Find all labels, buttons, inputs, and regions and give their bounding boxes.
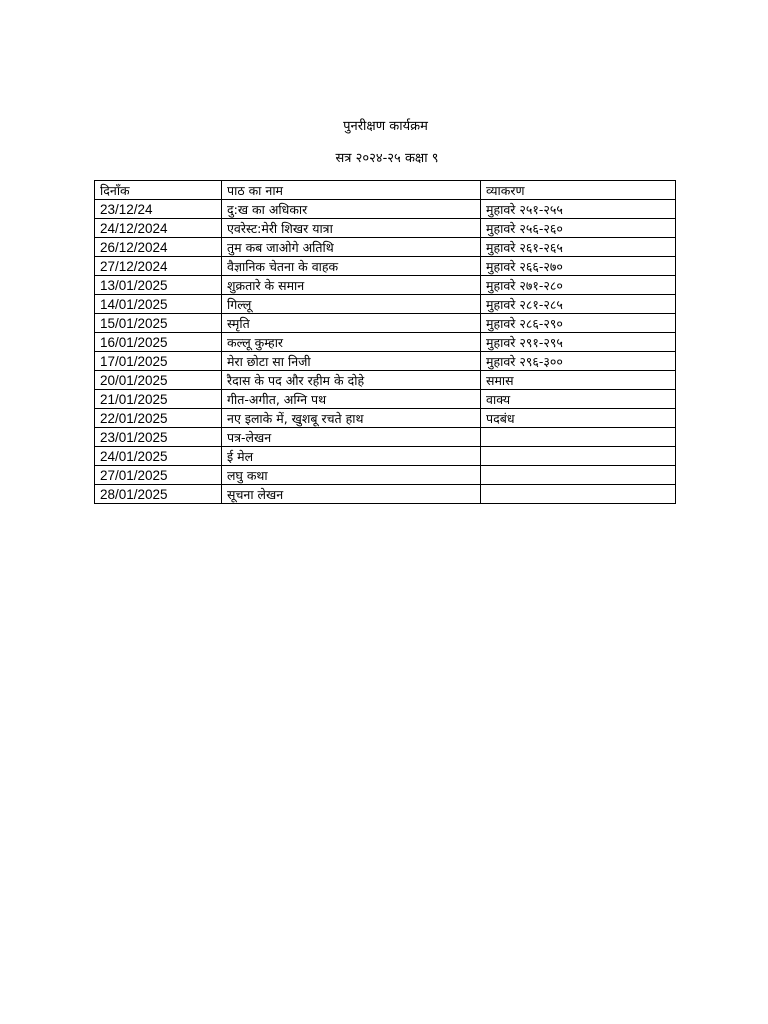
cell-lesson: तुम कब जाओगे अतिथि xyxy=(222,238,481,257)
table-row xyxy=(95,485,676,504)
cell-date: 16/01/2025 xyxy=(95,333,222,352)
table-row xyxy=(95,200,676,219)
cell-grammar: वाक्य xyxy=(481,390,676,409)
cell-date: 13/01/2025 xyxy=(95,276,222,295)
table-row xyxy=(95,409,676,428)
table-row xyxy=(95,295,676,314)
table-row xyxy=(95,447,676,466)
cell-grammar: मुहावरे २८६-२९० xyxy=(481,314,676,333)
cell-lesson: एवरेस्ट:मेरी शिखर यात्रा xyxy=(222,219,481,238)
cell-date: 20/01/2025 xyxy=(95,371,222,390)
cell-date: 27/12/2024 xyxy=(95,257,222,276)
cell-date: 28/01/2025 xyxy=(95,485,222,504)
schedule-table-body xyxy=(95,181,676,504)
table-row xyxy=(95,333,676,352)
table-row xyxy=(95,352,676,371)
cell-lesson: दु:ख का अधिकार xyxy=(222,200,481,219)
cell-grammar xyxy=(481,466,676,485)
cell-date: 26/12/2024 xyxy=(95,238,222,257)
table-row xyxy=(95,314,676,333)
header-date: दिनाँक xyxy=(95,181,222,200)
cell-grammar xyxy=(481,485,676,504)
cell-lesson: स्मृति xyxy=(222,314,481,333)
cell-lesson: कल्लू कुम्हार xyxy=(222,333,481,352)
cell-date: 15/01/2025 xyxy=(95,314,222,333)
header-grammar: व्याकरण xyxy=(481,181,676,200)
document-subtitle xyxy=(0,151,768,167)
cell-lesson: सूचना लेखन xyxy=(222,485,481,504)
table-row xyxy=(95,238,676,257)
cell-grammar: मुहावरे २८१-२८५ xyxy=(481,295,676,314)
table-row xyxy=(95,257,676,276)
cell-grammar xyxy=(481,447,676,466)
cell-grammar: मुहावरे २९६-३०० xyxy=(481,352,676,371)
cell-grammar: मुहावरे २६१-२६५ xyxy=(481,238,676,257)
cell-date: 17/01/2025 xyxy=(95,352,222,371)
table-row xyxy=(95,276,676,295)
document-subtitle-text: सत्र २०२४-२५ कक्षा ९ xyxy=(335,151,439,166)
cell-grammar: समास xyxy=(481,371,676,390)
cell-date: 23/12/24 xyxy=(95,200,222,219)
table-header-row xyxy=(95,181,676,200)
table-row xyxy=(95,371,676,390)
cell-grammar: मुहावरे २६६-२७० xyxy=(481,257,676,276)
cell-grammar: मुहावरे २५१-२५५ xyxy=(481,200,676,219)
cell-date: 27/01/2025 xyxy=(95,466,222,485)
cell-date: 24/01/2025 xyxy=(95,447,222,466)
cell-grammar: मुहावरे २९१-२९५ xyxy=(481,333,676,352)
cell-lesson: नए इलाके में, खुशबू रचते हाथ xyxy=(222,409,481,428)
cell-date: 24/12/2024 xyxy=(95,219,222,238)
cell-grammar xyxy=(481,428,676,447)
document-title xyxy=(0,119,768,135)
cell-lesson: गीत-अगीत, अग्नि पथ xyxy=(222,390,481,409)
cell-grammar: पदबंध xyxy=(481,409,676,428)
cell-date: 21/01/2025 xyxy=(95,390,222,409)
revision-schedule-table xyxy=(94,180,676,504)
cell-lesson: पत्र-लेखन xyxy=(222,428,481,447)
cell-lesson: लघु कथा xyxy=(222,466,481,485)
cell-lesson: वैज्ञानिक चेतना के वाहक xyxy=(222,257,481,276)
cell-date: 14/01/2025 xyxy=(95,295,222,314)
document-title-text: पुनरीक्षण कार्यक्रम xyxy=(343,119,428,134)
cell-lesson: रैदास के पद और रहीम के दोहे xyxy=(222,371,481,390)
cell-date: 23/01/2025 xyxy=(95,428,222,447)
table-row xyxy=(95,390,676,409)
cell-date: 22/01/2025 xyxy=(95,409,222,428)
cell-lesson: मेरा छोटा सा निजी xyxy=(222,352,481,371)
table-row xyxy=(95,428,676,447)
cell-grammar: मुहावरे २७१-२८० xyxy=(481,276,676,295)
cell-lesson: गिल्लू xyxy=(222,295,481,314)
table-row xyxy=(95,219,676,238)
table-row xyxy=(95,466,676,485)
cell-lesson: ई मेल xyxy=(222,447,481,466)
header-lesson: पाठ का नाम xyxy=(222,181,481,200)
cell-lesson: शुक्रतारे के समान xyxy=(222,276,481,295)
cell-grammar: मुहावरे २५६-२६० xyxy=(481,219,676,238)
